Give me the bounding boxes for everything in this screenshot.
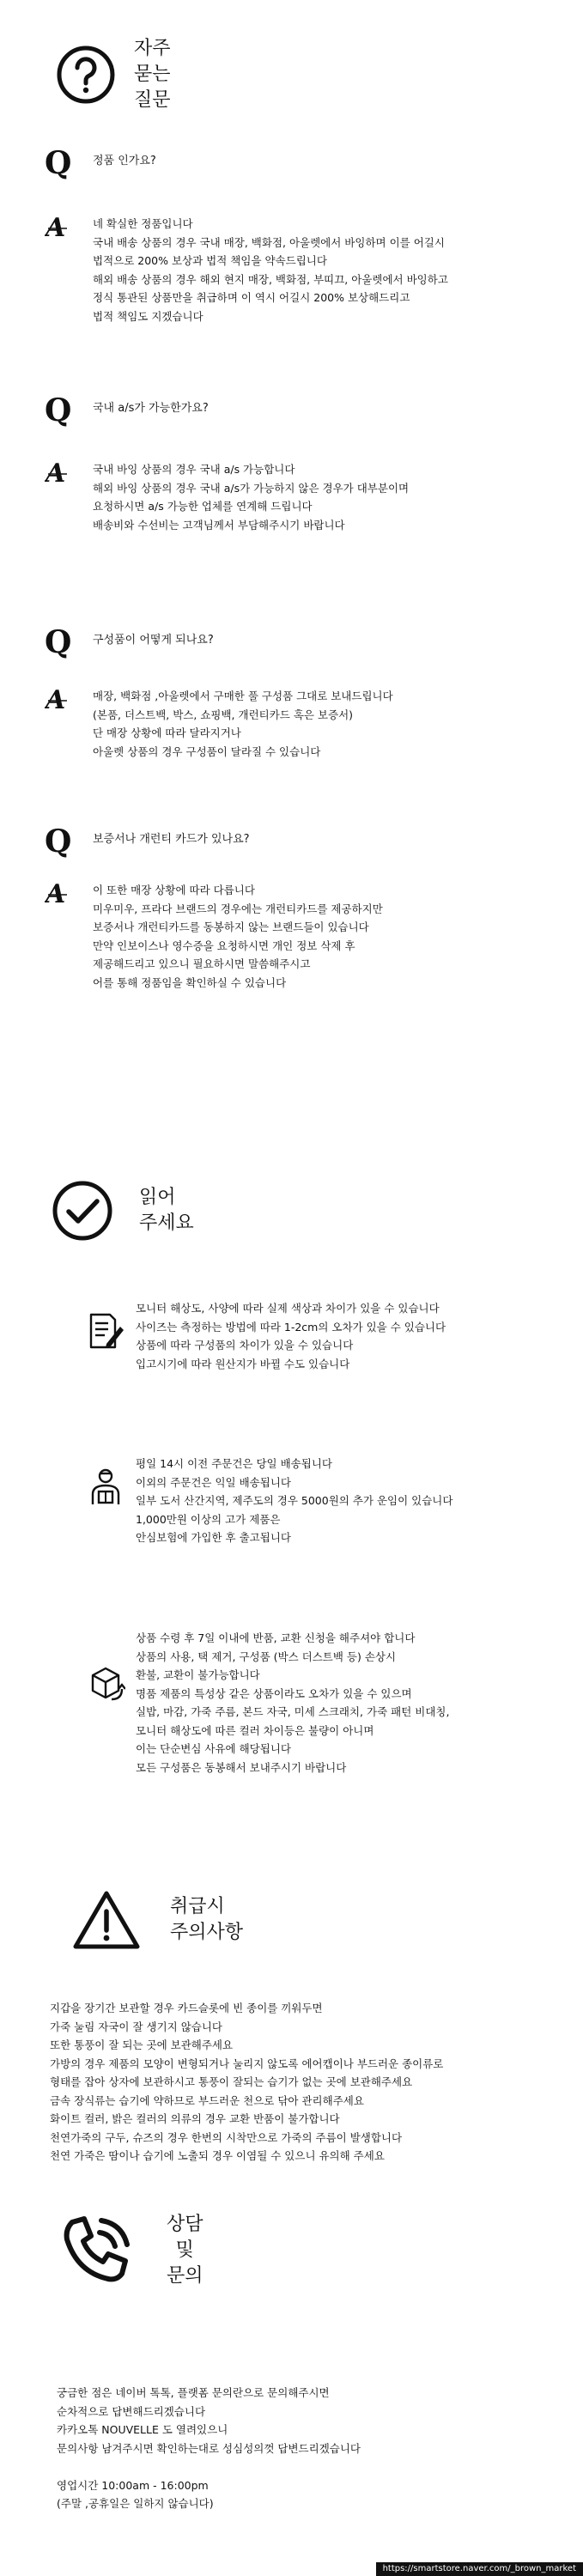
q-mark: Q (45, 823, 72, 860)
question-text: 정품 인가요? (93, 155, 156, 167)
faq-item-3 (45, 624, 560, 761)
answer-text: 이 또한 매장 상황에 따라 다릅니다 미우미우, 프라다 브랜드의 경우에는 개런티카드를 제공하지만 보증서나 개런티카드를 동봉하지 않는 브랜드들이 있습니다 만약 인보이스나 영수증을 요청하시면 개인 정보 삭제 후 제공해드리고 있으니 필요하시면 말씀해주시고 어를 통해 정품임을 확인하실 수 있습니다 (93, 884, 383, 989)
q-mark: Q (45, 145, 72, 181)
answer-text: 네 확실한 정품입니다 국내 배송 상품의 경우 국내 매장, 백화점, 아울렛에서 바잉하며 이를 어길시 법적으로 200% 보상과 법적 책임을 약속드립니다 해외 배송 상품의 경우 해외 현지 매장, 백화점, 부띠끄, 아울렛에서 바잉하고 정식 통관된 상품만을 취급하며 이 역시 어길시 200% 보상해드리고 법적 책임도 지겠습니다 (93, 217, 448, 323)
answer-row (45, 460, 560, 534)
read-title: 읽어 주세요 (139, 1187, 194, 1234)
q-mark: Q (45, 624, 72, 660)
question-text: 구성품이 어떻게 되나요? (93, 634, 214, 647)
question-row (45, 823, 560, 860)
notice-text: 평일 14시 이전 주문건은 당일 배송됩니다 이외의 주문건은 익일 배송됩니다 일부 도서 산간지역, 제주도의 경우 5000원의 추가 운임이 있습니다 1,000만원 이상의 고가 제품은 안심보험에 가입한 후 출고됩니다 (136, 1457, 453, 1544)
document-pen-icon (86, 1311, 125, 1351)
svg-text:A: A (46, 215, 66, 240)
question-circle-icon (55, 44, 117, 106)
care-header (72, 1889, 243, 1951)
return-box-icon (86, 1663, 125, 1703)
contact-title: 상담 및 문의 (167, 2214, 203, 2287)
faq-item-2 (45, 392, 560, 534)
question-row (45, 145, 560, 181)
notice-text: 상품 수령 후 7일 이내에 반품, 교환 신청을 해주셔야 합니다 상품의 사용, 택 제거, 구성품 (박스 더스트백 등) 손상시 환불, 교환이 불가능합니다 명품 제품의 특성상 같은 상품이라도 오차가 있을 수 있으며 실밥, 마감, 가죽 주름, 본드 자국, 미세 스크래치, 가죽 패턴 비대칭, 모니터 해상도에 따른 컬러 차이등은 불량이 아니며 이는 단순변심 사유에 해당됩니다 모든 구성품은 동봉해서 보내주시기 바랍니다 (136, 1631, 450, 1774)
notice-block-product (86, 1299, 446, 1373)
answer-text: 매장, 백화점 ,아울렛에서 구매한 풀 구성품 그대로 보내드립니다 (본품, 더스트백, 박스, 쇼핑백, 개런티카드 혹은 보증서) 단 매장 상황에 따라 달라지거나 아울렛 상품의 경우 구성품이 달라질 수 있습니다 (93, 690, 393, 758)
warning-triangle-icon (72, 1889, 141, 1951)
answer-a-icon (45, 881, 70, 907)
faq-item-4 (45, 823, 560, 992)
question-row (45, 392, 560, 428)
answer-a-icon (45, 215, 70, 240)
answer-row (45, 215, 560, 325)
faq-item-1 (45, 145, 560, 325)
care-text: 지갑을 장기간 보관할 경우 카드슬롯에 빈 종이를 끼워두면 가죽 눌림 자국이 잘 생기지 않습니다 또한 통풍이 잘 되는 곳에 보관해주세요 가방의 경우 제품의 모양이 변형되거나 눌리지 않도록 에어캡이나 부드러운 종이류로 형태를 잡아 상자에 보관하시고 통풍이 잘되는 습기가 없는 곳에 보관해주세요 금속 장식류는 습기에 약하므로 부드러운 천으로 닦아 관리해주세요 화이트 컬러, 밝은 컬러의 의류의 경우 교환 반품이 불가합니다 천연가죽의 구두, 슈즈의 경우 한번의 시착만으로 가죽의 주름이 발생합니다 천연 가죽은 땀이나 습기에 노출되 경우 이염될 수 있으니 유의해 주세요 (50, 2002, 444, 2162)
phone-call-icon (57, 2210, 137, 2291)
notice-text: 모니터 해상도, 사양에 따라 실제 색상과 차이가 있을 수 있습니다 사이즈는 측정하는 방법에 따라 1-2cm의 오차가 있을 수 있습니다 상품에 따라 구성품의 차이가 있을 수 있습니다 입고시기에 따라 원산지가 바뀔 수도 있습니다 (136, 1302, 446, 1370)
faq-header (55, 36, 171, 113)
answer-row (45, 687, 560, 761)
svg-text:A: A (46, 881, 66, 907)
contact-text: 궁금한 점은 네이버 톡톡, 플랫폼 문의란으로 문의해주시면 순차적으로 답변해드리겠습니다 카카오톡 NOUVELLE 도 열려있으니 문의사항 남겨주시면 확인하는대로 성심성의껏 답변드리겠습니다 영업시간 10:00am - 16:00pm (주말 ,공휴일은 일하지 않습니다) (57, 2386, 361, 2510)
answer-a-icon (45, 460, 70, 486)
care-title: 취급시 주의사항 (170, 1896, 244, 1943)
question-text: 국내 a/s가 가능한가요? (93, 402, 209, 415)
notice-block-return (86, 1629, 449, 1777)
check-circle-icon (50, 1178, 115, 1243)
read-header (50, 1178, 194, 1243)
answer-text: 국내 바잉 상품의 경우 국내 a/s 가능합니다 해외 바잉 상품의 경우 국내 a/s가 가능하지 않은 경우가 대부분이며 요청하시면 a/s 가능한 업체를 연계해 드립니다 배송비와 수선비는 고객님께서 부담해주시기 바랍니다 (93, 463, 410, 532)
question-text: 보증서나 개런티 카드가 있나요? (93, 833, 250, 846)
svg-text:A: A (46, 460, 66, 486)
answer-row (45, 881, 560, 992)
store-url-link[interactable]: https://smartstore.naver.com/_brown_market (376, 2562, 583, 2576)
notice-block-shipping (86, 1455, 452, 1547)
question-row (45, 624, 560, 660)
contact-header (57, 2210, 203, 2291)
q-mark: Q (45, 392, 72, 428)
faq-title: 자주 묻는 질문 (134, 38, 171, 111)
answer-a-icon (45, 687, 70, 713)
svg-text:A: A (46, 687, 66, 713)
delivery-person-icon (86, 1467, 125, 1506)
